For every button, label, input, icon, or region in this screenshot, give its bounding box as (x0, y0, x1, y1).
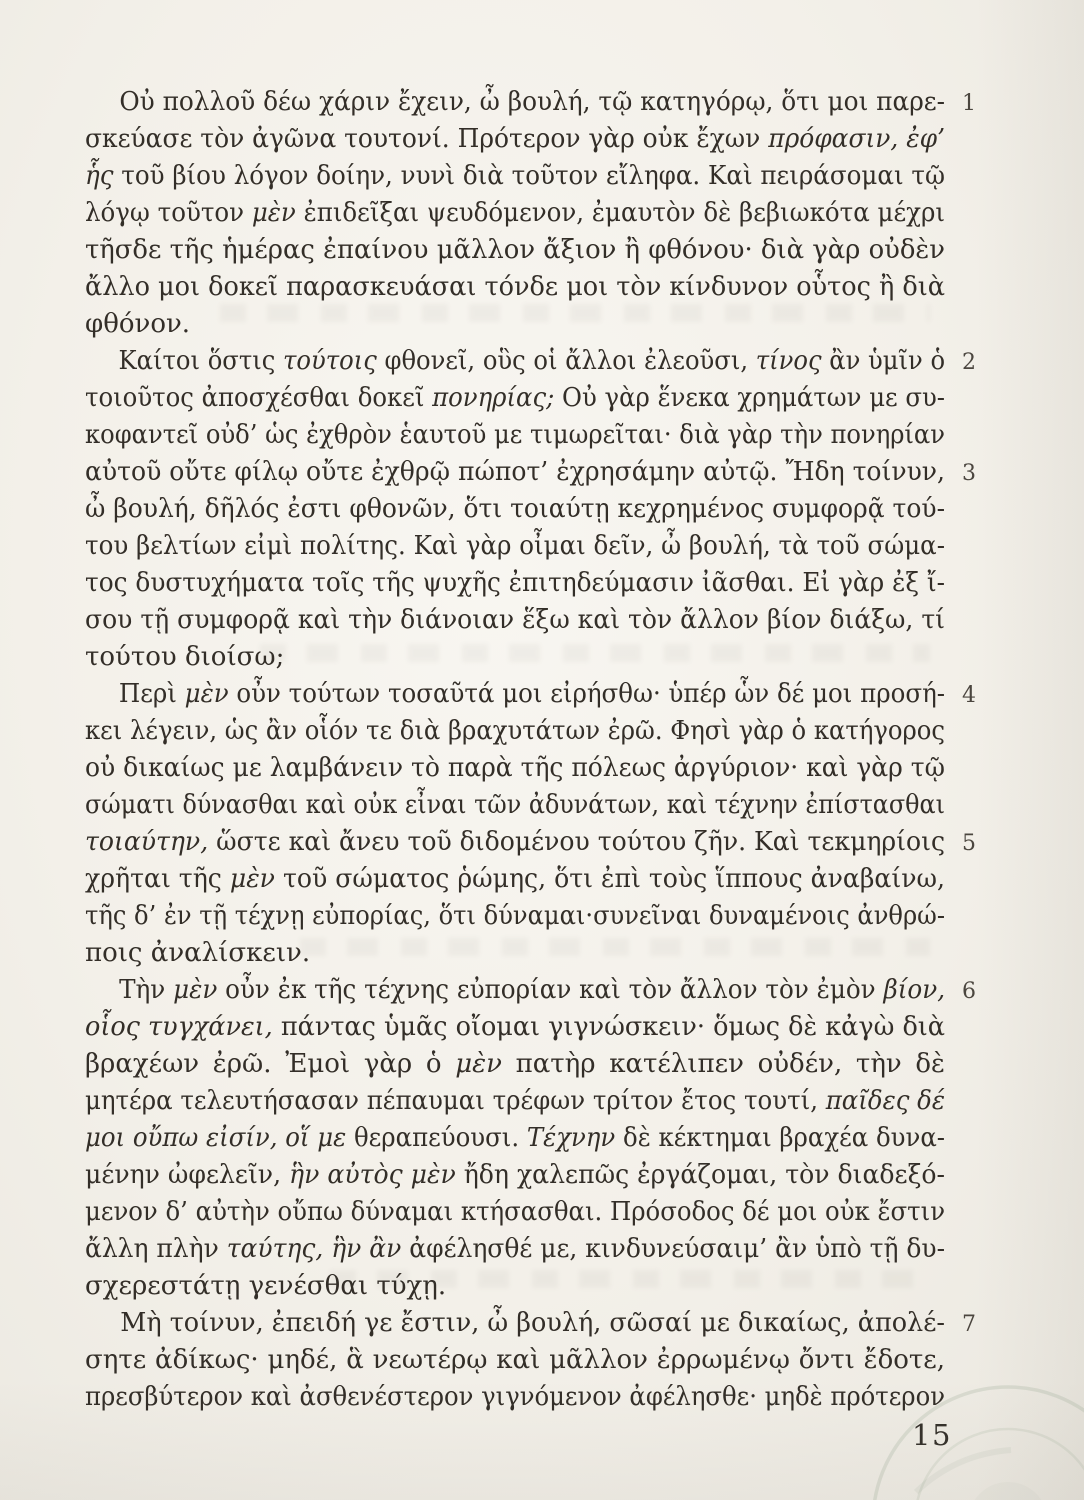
text-segment: πρεσβύτερον καὶ ἀσθενέστερον γιγνόμενον ἀφέλησθε· μηδὲ πρότερον (85, 1382, 945, 1412)
text-segment: ἣν αὐτὸς μὲν (289, 1160, 456, 1190)
text-line (85, 1009, 946, 1046)
margin-section-numbers (962, 84, 1002, 1424)
text-segment: βίον, (883, 975, 946, 1005)
text-segment: δὲ κέκτημαι βραχέα δυνα- (615, 1123, 946, 1153)
text-line (85, 121, 946, 158)
text-segment: Τὴν (119, 975, 174, 1005)
text-segment: Μὴ τοίνυν, ἐπειδή γε ἔστιν, ὦ βουλή, σῶσαί με δικαίως, ἀπολέ- (120, 1308, 946, 1338)
text-line (85, 491, 946, 528)
text-segment: τίνος (755, 346, 822, 376)
text-segment: πρόφασιν, ἐφ’ (768, 124, 946, 154)
text-segment: μὲν (251, 198, 296, 228)
text-segment: τούτοις (283, 346, 377, 376)
text-line (85, 1379, 945, 1416)
text-segment: βραχέων ἐρῶ. Ἐμοὶ γὰρ ὁ (85, 1049, 456, 1079)
text-segment: τος δυστυχήματα τοῖς τῆς ψυχῆς ἐπιτηδεύμασιν ἰᾶσθαι. Εἰ γὰρ ἐξ ἴ- (85, 568, 945, 598)
text-segment: θεραπεύουσι. (346, 1123, 527, 1153)
text-line (85, 1305, 946, 1342)
text-segment: μένην ὠφελεῖν, (85, 1160, 290, 1190)
text-segment: σου τῇ συμφορᾷ καὶ τὴν διάνοιαν ἕξω καὶ τὸν ἄλλον βίον διάξω, τί (85, 605, 946, 635)
text-line (85, 1342, 945, 1379)
text-segment: του βελτίων εἰμὶ πολίτης. Καὶ γὰρ οἶμαι δεῖν, ὦ βουλή, τὰ τοῦ σώμα- (85, 531, 946, 561)
text-line (85, 1194, 946, 1231)
text-segment: τοῦ βίου λόγον δοίην, νυνὶ διὰ τοῦτον εἴληφα. Καὶ πειράσομαι τῷ (113, 161, 946, 191)
text-line (85, 195, 946, 232)
text-segment: κει λέγειν, ὡς ἂν οἷόν τε διὰ βραχυτάτων ἐρῶ. Φησὶ γὰρ ὁ κατήγορος (85, 716, 946, 746)
text-segment: τούτου διοίσω; (85, 642, 285, 672)
text-segment: τοιοῦτος ἀποσχέσθαι δοκεῖ (85, 383, 433, 413)
text-segment: μὲν (184, 679, 229, 709)
text-line (85, 750, 946, 787)
text-segment: ἤδη χαλεπῶς ἐργάζομαι, τὸν διαδεξό- (455, 1160, 946, 1190)
margin-section-number: 7 (962, 1312, 976, 1337)
text-line (85, 1046, 945, 1083)
text-line (85, 269, 946, 306)
text-segment: φθονεῖ, οὓς οἱ ἄλλοι ἐλεοῦσι, (376, 346, 756, 376)
text-segment: ἐπιδεῖξαι ψευδόμενον, ἐμαυτὸν δὲ βεβιωκότα μέχρι (295, 198, 946, 228)
text-segment: ποις ἀναλίσκειν. (85, 938, 311, 968)
text-line (85, 787, 946, 824)
text-line (85, 824, 946, 861)
text-line (85, 158, 946, 195)
text-line (85, 84, 946, 121)
text-segment: Οὐ πολλοῦ δέω χάριν ἔχειν, ὦ βουλή, τῷ κατηγόρῳ, ὅτι μοι παρε- (119, 87, 946, 117)
text-segment: χρῆται τῆς (85, 864, 230, 894)
text-line (85, 528, 946, 565)
text-line (85, 1120, 946, 1157)
text-line (85, 898, 946, 935)
text-segment: οἷος τυγχάνει, (85, 1012, 273, 1042)
text-segment: ταύτης, ἣν ἂν (226, 1234, 402, 1264)
text-line (85, 1157, 946, 1194)
text-segment: αὐτοῦ οὔτε φίλῳ οὔτε ἐχθρῷ πώποτ’ ἐχρησάμην αὐτῷ. Ἤδη τοίνυν, (85, 457, 946, 487)
text-line (85, 639, 945, 676)
text-line (85, 1083, 946, 1120)
text-segment: μενον δ’ αὐτὴν οὔπω δύναμαι κτήσασθαι. Πρόσοδος δέ μοι οὐκ ἔστιν (85, 1197, 946, 1227)
text-segment: τῆς δ’ ἐν τῇ τέχνῃ εὐπορίας, ὅτι δύναμαι·συνεῖναι δυναμένοις ἀνθρώ- (85, 901, 946, 931)
text-segment: μητέρα τελευτήσασαν πέπαυμαι τρέφων τρίτον ἔτος τουτί, (85, 1086, 826, 1116)
text-segment: Καίτοι ὅστις (118, 346, 284, 376)
text-line (85, 565, 945, 602)
margin-section-number: 1 (962, 91, 976, 116)
text-segment: τοῦ σώματος ῥώμης, ὅτι ἐπὶ τοὺς ἵππους ἀναβαίνω, (274, 864, 946, 894)
text-segment: Περὶ (118, 679, 185, 709)
text-segment: πονηρίας; (432, 383, 555, 413)
text-line (85, 232, 946, 269)
margin-section-number: 4 (962, 683, 976, 708)
text-segment: παῖδες δέ (825, 1086, 946, 1116)
text-line (85, 713, 946, 750)
text-segment: ἂν ὑμῖν ὁ (821, 346, 946, 376)
text-segment: μὲν (229, 864, 275, 894)
text-segment: πάντας ὑμᾶς οἴομαι γιγνώσκειν· ὅμως δὲ κἀγὼ διὰ (272, 1012, 946, 1042)
text-segment: τοιαύτην, (85, 827, 209, 857)
text-segment: φθόνον. (85, 309, 191, 339)
text-line (85, 861, 946, 898)
text-line (85, 1268, 945, 1305)
text-segment: σχερεστάτῃ γενέσθαι τύχῃ. (85, 1271, 447, 1301)
text-segment: σώματι δύνασθαι καὶ οὐκ εἶναι τῶν ἀδυνάτων, καὶ τέχνην ἐπίστασθαι (85, 790, 946, 820)
text-segment: μὲν (455, 1049, 502, 1079)
text-segment: οὖν ἐκ τῆς τέχνης εὐπορίαν καὶ τὸν ἄλλον τὸν ἐμὸν (217, 975, 884, 1005)
text-segment: οὐ δικαίως με λαμβάνειν τὸ παρὰ τῆς πόλεως ἀργύριον· καὶ γὰρ τῷ (85, 753, 946, 783)
text-line (85, 972, 946, 1009)
text-segment: ὥστε καὶ ἄνευ τοῦ διδομένου τούτου ζῆν. Καὶ τεκμηρίοις (208, 827, 946, 857)
text-segment: ἄλλο μοι δοκεῖ παρασκευάσαι τόνδε μοι τὸν κίνδυνον οὗτος ἢ διὰ (85, 272, 946, 302)
text-segment: Οὐ γὰρ ἕνεκα χρημάτων με συ- (554, 383, 946, 413)
text-segment: μοι οὔπω εἰσίν, οἵ με (85, 1123, 347, 1153)
text-segment: τῆσδε τῆς ἡμέρας ἐπαίνου μᾶλλον ἄξιον ἢ φθόνου· διὰ γὰρ οὐδὲν (85, 235, 946, 265)
text-segment: πατὴρ κατέλιπεν οὐδέν, τὴν δὲ (501, 1049, 945, 1079)
text-line (85, 602, 946, 639)
text-segment: ἀφέλησθέ με, κινδυνεύσαιμ’ ἂν ὑπὸ τῇ δυ- (401, 1234, 946, 1264)
margin-section-number: 5 (962, 831, 976, 856)
text-segment: κοφαντεῖ οὐδ’ ὡς ἐχθρὸν ἑαυτοῦ με τιμωρεῖται· διὰ γὰρ τὴν πονηρίαν (85, 420, 946, 450)
margin-section-number: 3 (962, 461, 976, 486)
text-segment: ἧς (85, 161, 114, 191)
page-number: 15 (912, 1418, 952, 1452)
margin-section-number: 6 (962, 979, 976, 1004)
text-segment: σκεύασε τὸν ἀγῶνα τουτονί. Πρότερον γὰρ οὐκ ἔχων (85, 124, 769, 154)
text-segment: ἄλλη πλὴν (85, 1234, 227, 1264)
text-line (85, 343, 946, 380)
text-line (85, 1231, 946, 1268)
text-line (85, 454, 946, 491)
margin-section-number: 2 (962, 350, 976, 375)
text-segment: ὦ βουλή, δῆλός ἐστι φθονῶν, ὅτι τοιαύτῃ κεχρημένος συμφορᾷ τού- (85, 494, 946, 524)
text-segment: Τέχνην (526, 1123, 616, 1153)
text-line (85, 380, 946, 417)
greek-text-block (85, 84, 945, 1416)
text-line (85, 306, 945, 343)
text-segment: οὖν τούτων τοσαῦτά μοι εἰρήσθω· ὑπέρ ὧν δέ μοι προσή- (228, 679, 946, 709)
text-segment: μὲν (173, 975, 218, 1005)
text-segment: λόγῳ τοῦτον (85, 198, 252, 228)
text-line (85, 417, 946, 454)
text-segment: σητε ἀδίκως· μηδέ, ἃ νεωτέρῳ καὶ μᾶλλον ἐρρωμένῳ ὄντι ἔδοτε, (85, 1345, 945, 1375)
text-line (85, 676, 946, 713)
text-line (85, 935, 945, 972)
